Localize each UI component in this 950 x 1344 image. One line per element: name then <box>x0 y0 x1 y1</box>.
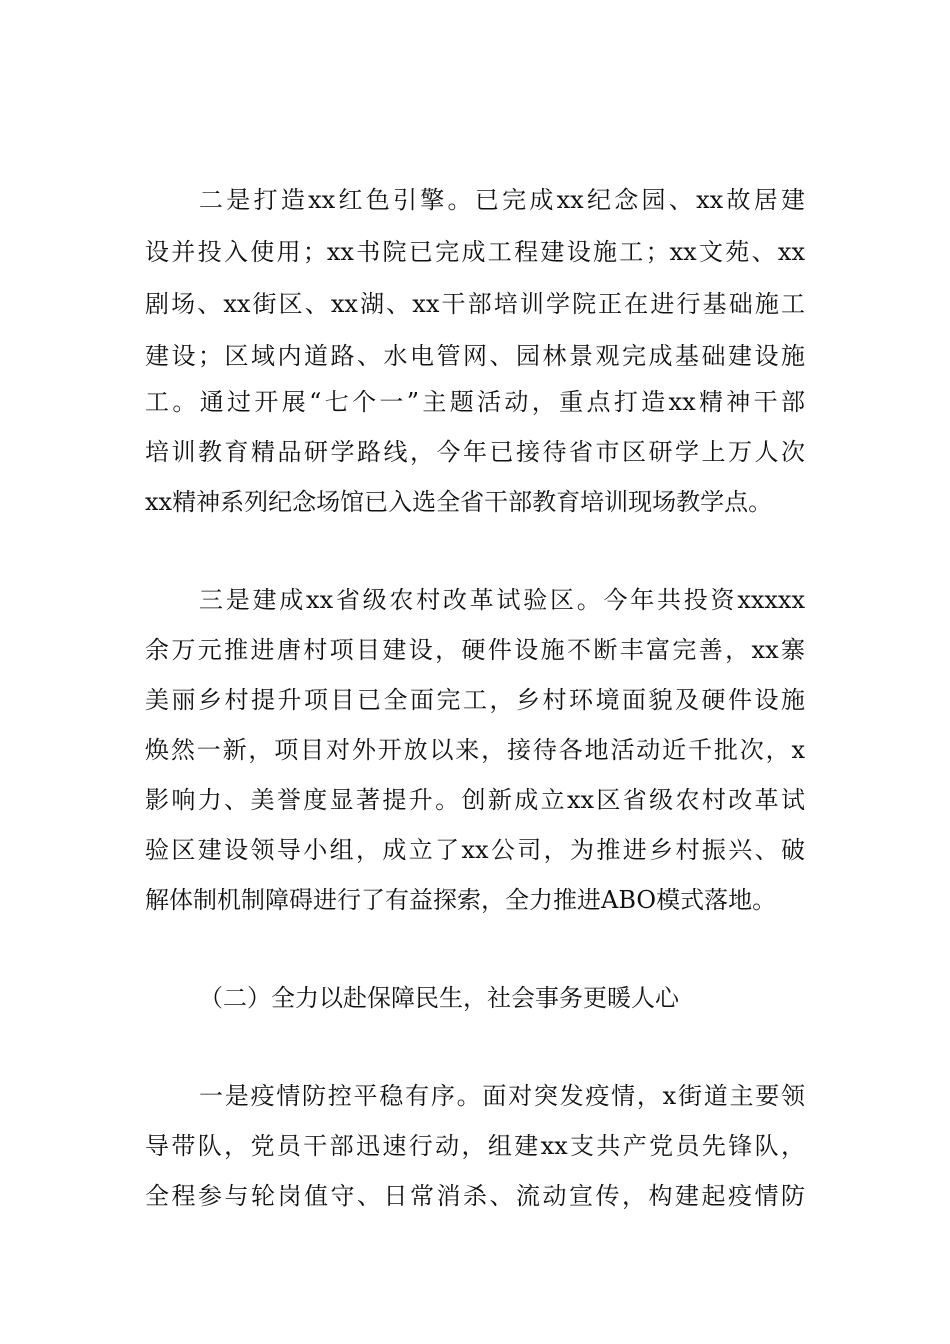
paragraph-1-line-5: 工。通过开展“七个一”主题活动，重点打造xx精神干部 <box>145 388 805 416</box>
paragraph-2-line-4: 焕然一新，项目对外开放以来，接待各地活动近千批次，x <box>145 736 805 764</box>
paragraph-3-line-2: 导带队，党员干部迅速行动，组建xx支共产党员先锋队， <box>145 1132 805 1160</box>
paragraph-1-line-1: 二是打造xx红色引擎。已完成xx纪念园、xx故居建 <box>199 186 805 214</box>
paragraph-1-line-4: 建设；区域内道路、水电管网、园林景观完成基础建设施 <box>145 342 805 370</box>
section-heading: （二）全力以赴保障民生，社会事务更暖人心 <box>199 984 679 1012</box>
paragraph-1-line-6: 培训教育精品研学路线，今年已接待省市区研学上万人次 <box>145 438 805 466</box>
paragraph-1-line-3: 剧场、xx街区、xx湖、xx干部培训学院正在进行基础施工 <box>145 290 805 318</box>
paragraph-2-line-7: 解体制机制障碍进行了有益探索，全力推进ABO模式落地。 <box>145 886 777 914</box>
paragraph-1-line-7: xx精神系列纪念场馆已入选全省干部教育培训现场教学点。 <box>145 488 773 516</box>
paragraph-3-line-1: 一是疫情防控平稳有序。面对突发疫情，x街道主要领 <box>199 1082 805 1110</box>
paragraph-1-line-2: 设并投入使用；xx书院已完成工程建设施工；xx文苑、xx <box>145 238 805 266</box>
paragraph-2-line-1: 三是建成xx省级农村改革试验区。今年共投资xxxxx <box>199 586 805 614</box>
paragraph-2-line-3: 美丽乡村提升项目已全面完工，乡村环境面貌及硬件设施 <box>145 686 805 714</box>
paragraph-2-line-2: 余万元推进唐村项目建设，硬件设施不断丰富完善，xx寨 <box>145 636 805 664</box>
paragraph-3-line-3: 全程参与轮岗值守、日常消杀、流动宣传，构建起疫情防 <box>145 1182 805 1210</box>
paragraph-2-line-5: 影响力、美誉度显著提升。创新成立xx区省级农村改革试 <box>145 786 805 814</box>
paragraph-2-line-6: 验区建设领导小组，成立了xx公司，为推进乡村振兴、破 <box>145 836 805 864</box>
